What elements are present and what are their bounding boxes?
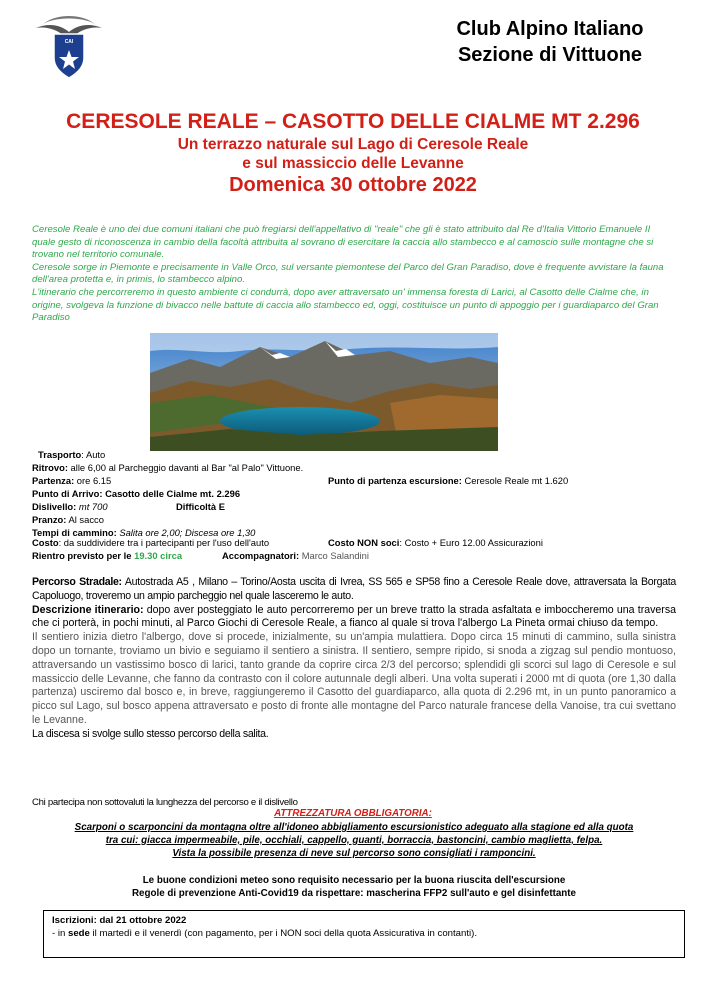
arrivo-label: Punto di Arrivo: [32,488,103,499]
ritrovo-value: alle 6,00 al Parcheggio davanti al Bar "al Palo" Vittuone. [67,462,304,473]
descrizione-text: dopo aver posteggiato le auto percorreremo per un breve tratto la strada asfaltata e imboccheremo una traversa che ci porterà, in pochi minuti, al Parco Giochi di Ceresole Reale, a fianco al quale si trova l'albergo La Pineta ormai chiuso da tempo. [32,603,677,630]
subtitle-line-1: Un terrazzo naturale sul Lago di Ceresole Reale [177,136,529,153]
percorso-paragraph [32,576,676,604]
descrizione-label: Descrizione itinerario: [32,603,144,616]
tempi-label: Tempi di cammino: [32,527,117,538]
event-title: CERESOLE REALE – CASOTTO DELLE CIALME MT 2.296 [66,110,640,133]
intro-text [32,224,676,325]
percorso-text: Autostrada A5 , Milano – Torino/Aosta uscita di Ivrea, SS 565 e SP58 fino a Ceresole Reale dove, attraversata la Borgata Capoluogo, troveremo un ampio parcheggio nel quale lasceremo le auto. [32,576,676,602]
pranzo-value: Al sacco [66,514,104,525]
rientro-label: Rientro previsto per le [32,550,132,561]
intro-paragraph-2: Ceresole sorge in Piemonte e precisamente in Valle Orco, sul versante piemontese del Parco del Gran Paradiso, dove è frequente avvistare la fauna dell'area protetta e, in primis, lo stambecco alpino. [32,261,664,286]
accompagnatori-label: Accompagnatori: [222,550,300,561]
partenza-label: Partenza: [32,475,75,486]
chi-partecipa-note: Chi partecipa non sottovaluti la lunghezza del percorso e il dislivello [32,797,298,808]
pranzo-label: Pranzo: [32,514,67,525]
event-date: Domenica 30 ottobre 2022 [229,174,477,196]
detail-costo [32,537,269,550]
costo-non-soci-value: : Costo + Euro 12.00 Assicurazioni [399,537,543,548]
attrezzatura-line-1: Scarponi o scarponcini da montagna oltre all'idoneo abbigliamento escursionistico adeguato alla stagione ed alla quota [74,822,634,833]
detail-rientro [32,550,182,563]
detail-arrivo [32,488,240,501]
detail-punto-partenza [328,475,568,488]
sentiero-paragraph: Il sentiero inizia dietro l'albergo, dove si procede, inizialmente, su un'ampia mulattiera. Dopo circa 15 minuti di cammino, sulla sinistra dopo un tornante, troviamo un bivio e seguiamo il sentiero a sinistra. Il sentiero, sempre ripido, si snoda a zigzag sul pendio montuoso, attraversando un vastissimo bosco di larici, tanto grande da coprire circa 2/3 del percorso; splendidi gli scorci sul lago di Ceresole e sul massiccio delle Levanne, che fanno da contrasto con il colore autunnale degli alberi. Una volta superati i 2000 mt di quota (ore 1,30 dalla partenza) usciremo dal bosco e, in breve, raggiungeremo il Casotto del guardiaparco, alla quota di 2.296 mt, in un punto panoramico a picco sul Lago, sul bosco appena attraversato e posto di fronte alle montagne del Parco naturale francese della Vanoise, tra cui svettano le Levanne. [32,631,676,726]
costo-label: Costo [32,537,59,548]
cai-logo [32,12,106,82]
tempi-value: Salita ore 2,00; Discesa ore 1,30 [116,527,256,538]
partenza-value: ore 6.15 [74,475,112,486]
iscrizioni-box [43,910,685,958]
dislivello-value: mt 700 [76,501,108,512]
itinerary-body [32,576,676,742]
detail-difficolta [176,501,225,514]
difficolta-label: Difficoltà [176,501,217,512]
attrezzatura-line-2: tra cui: giacca impermeabile, pile, occhiali, cappello, guanti, borraccia, bastoncini, cambio maglietta, felpa. [105,834,603,846]
iscrizioni-prefix: - in [52,928,68,939]
club-header [420,16,680,68]
detail-trasporto [38,449,105,462]
rientro-value: 19.30 circa [131,550,183,561]
svg-text:CAI: CAI [64,39,74,45]
punto-partenza-label: Punto di partenza escursione: [328,475,462,486]
event-subtitle [0,135,706,173]
detail-ritrovo [32,462,303,475]
meteo-line-2: Regole di prevenzione Anti-Covid19 da rispettare: mascherina FFP2 sull'auto e gel disinfettante [131,888,576,899]
detail-pranzo [32,514,104,527]
detail-costo-non-soci [328,537,543,550]
attrezzatura-list [32,822,676,860]
iscrizioni-line [52,927,676,940]
dislivello-label: Dislivello: [32,501,77,512]
discesa-paragraph: La discesa si svolge sullo stesso percorso della salita. [32,727,269,740]
trasporto-label: Trasporto [38,449,82,460]
detail-partenza [32,475,111,488]
punto-partenza-value: Ceresole Reale mt 1.620 [461,475,569,486]
ritrovo-label: Ritrovo: [32,462,68,473]
accompagnatori-value: Marco Salandini [299,550,369,561]
iscrizioni-heading: Iscrizioni: dal 21 ottobre 2022 [52,915,187,926]
meteo-notes [32,874,676,900]
difficolta-value: E [216,501,225,512]
iscrizioni-rest: il martedì e il venerdì (con pagamento, per i NON soci della quota Assicurativa in contanti). [89,928,478,939]
lake-mountain-photo [150,333,498,451]
attrezzatura-heading: ATTREZZATURA OBBLIGATORIA: [274,808,432,819]
intro-paragraph-3: L'itinerario che percorreremo in questo ambiente ci condurrà, dopo aver attraversato un' immensa foresta di Larici, al Casotto delle Cialme che, in origine, svolgeva la funzione di bivacco nelle battute di caccia allo stambecco ed, oggi, costituisce un punto di appoggio per i guardiaparco del Gran Paradiso [32,286,659,324]
club-section: Sezione di Vittuone [457,44,643,66]
detail-accompagnatori [222,550,369,563]
costo-non-soci-label: Costo NON soci [328,537,400,548]
descrizione-paragraph [32,604,676,632]
meteo-line-1: Le buone condizioni meteo sono requisito necessario per la buona riuscita dell'escursione [142,875,566,886]
arrivo-value: Casotto delle Cialme mt. 2.296 [102,488,241,499]
percorso-label: Percorso Stradale: [32,576,122,588]
attrezzatura-line-3: Vista la possibile presenza di neve sul percorso sono consigliati i ramponcini. [172,847,536,859]
iscrizioni-sede: sede [68,928,90,939]
subtitle-line-2: e sul massiccio delle Levanne [242,155,464,172]
club-name: Club Alpino Italiano [456,18,644,40]
costo-value: : da suddividere tra i partecipanti per l'uso dell'auto [58,537,270,548]
trasporto-value: : Auto [81,449,106,460]
detail-dislivello [32,501,108,514]
intro-paragraph-1: Ceresole Reale è uno dei due comuni italiani che può fregiarsi dell'appellativo di "reale" che gli è stato attribuito dal Re d'Italia Vittorio Emanuele II quale gesto di riconoscenza in cambio della facoltà attribuita al sovrano di esercitare la caccia allo stambecco e al camoscio sulle montagne che si trovano nel territorio comunale. [32,224,654,261]
